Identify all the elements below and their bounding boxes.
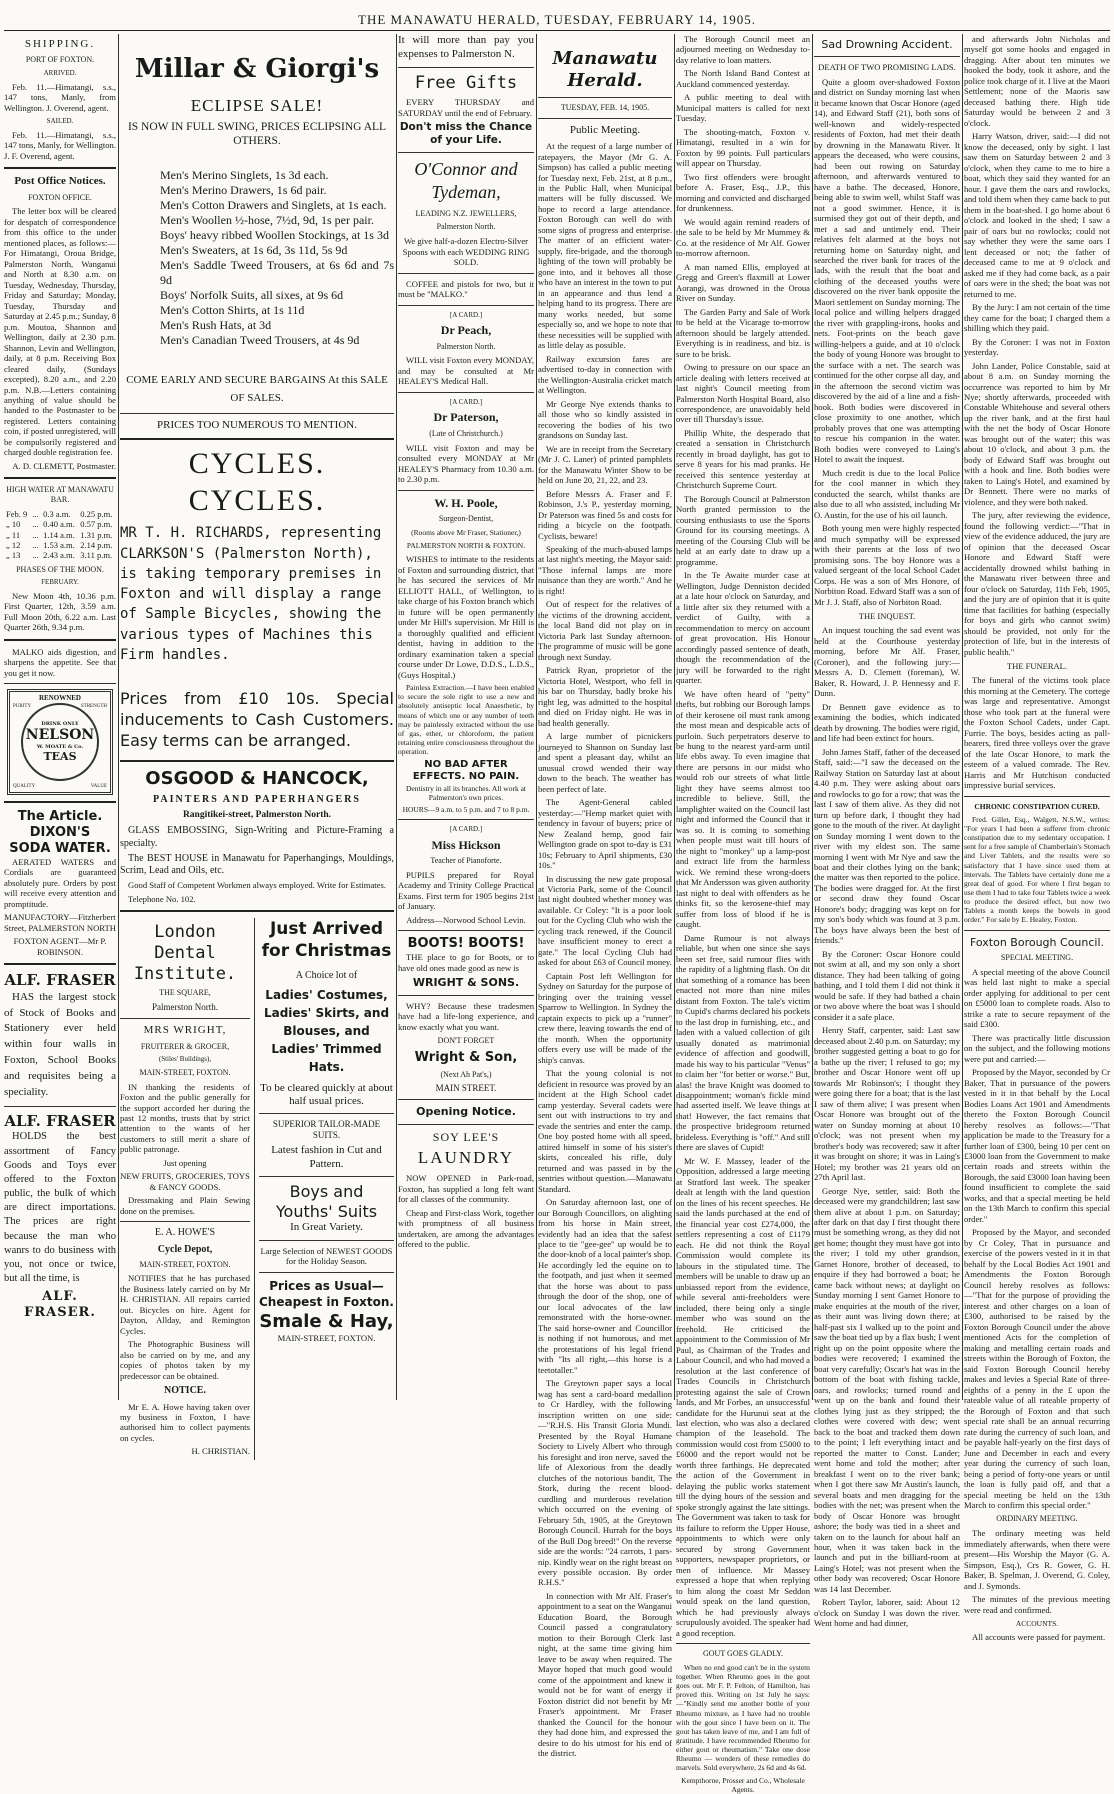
millar-heading: Millar & Giorgi's: [134, 54, 380, 84]
divider: [4, 477, 116, 479]
hickson-address: Address—Norwood School Levin.: [406, 914, 526, 925]
dentistry-text: Dentistry in all its branches. All work at Palmerston's own prices.: [406, 783, 526, 802]
wright-son: Wright & Son,: [414, 1049, 518, 1065]
article-paragraph: In discussing the new gate proposal at Victoria Park, some of the Council last night doubted whether money was available. Cr Coley: "It is a poor look out for the Cycling Club who wish the cycling track renewed, if the Council have insufficient money to erect a gate." The local Cycling Club had asked for about £63 of Council money.: [538, 873, 672, 968]
article-paragraph: Harry Watson, driver, said:—I did not know the deceased, only by sight. I last saw them on Saturday between 2 and 3 o'clock, when they came to me to hire a boat, which they said they wanted for an hour. I gave them the oars and rowlocks, and told them when they came back to put them in the boat-shed. I go home about 6 o'clock and looked in the shed; I saw a pair of oars but no rowlocks; could not say whether they were the same oars I lent deceased or not; the father of deceased came to me at 9 o'clock and asked me if they had come back, as a pair of oars were in the shed; the boat was not returned to me.: [964, 131, 1110, 299]
osgood-heading: OSGOOD & HANCOCK,: [145, 767, 369, 789]
news-paragraph: Mr W. F. Massey, leader of the Opposition, addressed a large meeting at Stratford last week. The speaker dealt at length with the land question on the lines of his recent speeches. He said the lands purchased at the end of the financial year cost £274,000, the settlers representing a cost of £1179 each. He did not think the Royal Commission would complete its labours in the stipulated time. The members will be unable to draw up an unbiassed report from the evidence, while several anti-freeholders were included, there being only a single member who was sound on the freehold. He criticised the appointment to the Commission of Mr Paul, as Chairman of the Trades and Labour Council, and who had moved a resolution at the last conference of Trades Councils in Christchurch protesting against the sale of Crown lands, and Mr Forbes, an unsuccessful candidate for the Hurunui seat at the last election, who was also a declared champion of the leasehold. The commission would cost from £5000 to £6000 and the report would not be worth three farthings. He deprecated the action of the Government in delaying the public works statement till the dying hours of the session and spoke strongly against the late sittings. The Government was taken to task for its failure to reform the Upper House, appointments to which were only secured by strong Government supporters, newspaper proprietors, or men of influence. Mr Massey expressed a hope that when replying to him along the coast Mr Seddon would speak on the land question, which he had previously always scrupulously avoided. The speaker had a good reception.: [676, 1155, 810, 1638]
article-paragraph: Before Messrs A. Fraser and F. Robinson, J.'s P., yesterday morning, Dr Paterson was fined 5s and costs for riding a bicycle on the footpath. Cyclists, beware!: [538, 488, 672, 541]
article-paragraph: At the request of a large number of ratepayers, the Mayor (Mr G. A. Simpson) has called a public meeting for Tuesday next, Feb. 21st, at 8 p.m., in the Public Hall, when Municipal matters will be fully discussed. We hope to record a large attendance. Foxton Borough can well do with some signs of progress and enterprise. The matter of an efficient water-supply, fire-brigade, and the thorough lighting of the town will probably be gone into, and it behoves all those who have an interest in the town to put in an appearance and thus lend a helping hand to its progress. There are many works needed, but some especially so, and we hope to note that these necessities will be supplied with as little delay as possible.: [538, 141, 672, 351]
poole-town: PALMERSTON NORTH & FOXTON.: [406, 541, 526, 551]
opening-heading: Opening Notice.: [416, 1105, 516, 1119]
swing-text: IS NOW IN FULL SWING, PRICES ECLIPSING ALL OTHERS.: [127, 121, 387, 148]
article-paragraph: Out of respect for the relatives of the victims of the drowning accident, the local Band did not play on in Victoria Park last Sunday afternoon. The programme of music will be gone through next Sunday.: [538, 599, 672, 662]
why-text: WHY? Because these tradesmen have had a life-long experience, and know exactly what you want.: [398, 1000, 534, 1032]
column-divider: [812, 34, 813, 1400]
article-paragraph: Both young men were highly respected and much sympathy will be expressed with their parents at the loss of two promising sons. The boy Honore was a valued sergeant of the local School Cadet Corps. He was a son of Mrs Honore, of Norbiton Road. Edward Staff was a son of Mr J. J. Staff, also of Norbiton Road.: [814, 523, 960, 607]
article-paragraph: Patrick Ryan, proprietor of the Victoria Hotel, Westport, who fell in his bar on Thursday, badly broke his right leg, was admitted to the hospital and died on Friday night. He was in bad health generally.: [538, 665, 672, 728]
free-gifts-text: EVERY THURSDAY and SATURDAY until the end of February.: [398, 97, 534, 118]
divider: [398, 490, 534, 491]
divider: [398, 305, 534, 306]
post-office-heading: FOXTON OFFICE.: [28, 192, 92, 202]
hickson-heading: Miss Hickson: [431, 837, 501, 852]
meeting-heading: Public Meeting.: [569, 123, 641, 136]
nelson-teas-stamp: RENOWNED PURITY STRENGTH DRINK ONLY NELSON W. MOATE & Co. TEAS QUALITY VALUE: [7, 689, 113, 795]
article-paragraph: John Lander, Police Constable, said at about 8 a.m. on Sunday morning the occurrence was reported to him by Mr Nye; shortly afterwards, proceeded with Constable Whitehouse and several others up the river bank, and at the first haul with the net the body of Oscar Honore was brought out of the water; this was about 10 o'clock, and about 3 p.m. the body of Edward Staff was brought out with a hook and line. Both bodies were taken to Laing's Hotel, and examined by Dr Bennett. There were no marks of violence, and they were both naked.: [964, 360, 1110, 507]
list-item: Men's Sweaters, at 1s 6d, 3s 11d, 5s 9d: [160, 243, 348, 258]
article-paragraph: John James Staff, father of the deceased Staff, said:—"I saw the deceased on the Railway Station on Saturday last at about 4.40 p.m. They were asking about oars and rowlocks to go for a row; that was the last I saw of them alive. As they did not turn up before dark, I thought they had gone to the mouth of the river. At daylight on Sunday morning I went down to the river with my eldest son. The same morning I went with Mr Nye and saw the boat and their clothes lying on the bank; the matter was then reported to the police. The bodies were dragged for. At the first or second draw they found Oscar Honore's body; dragging was kept on for my son's body which was found at 3 p.m. The boys have always been the best of friends.": [814, 746, 960, 946]
news-paragraph: Phillip White, the desperado that created a sensation in Christchurch recently in broad daylight, has got to serve 8 years for his mad pranks. He received this sentence yesterday at Christchurch Supreme Court.: [676, 427, 810, 491]
list-item: Men's Saddle Tweed Trousers, at 6s 6d and 7s 9d: [160, 258, 394, 288]
article-paragraph: Much credit is due to the local Police for the cool manner in which they conducted the search, whilst thanks are also due to all who assisted, including Mr O. Austin, for the use of his oil launch.: [814, 467, 960, 520]
article-paragraph: The minutes of the previous meeting were read and confirmed.: [964, 1594, 1110, 1615]
chronic-text: Fred. Gillet, Esq., Walgett, N.S.W., writes: "For years I had been a sufferer from chronic constipation due to my sedentary occupation. I sent for a free sample of Chamberlain's Stomach and Liver Tablets, and the results were so satisfactory that I have since used them at intervals. The Tablets have certainly done me a great deal of good. For where I first began to use them I had to take four Tablets twice a week to produce the desired effect, but now two Tablets a month keeps the bowels in good order." For sale by E. Healey, Foxton.: [964, 814, 1110, 925]
news-paragraph: A public meeting to deal with Municipal matters is called for next Tuesday.: [676, 92, 810, 124]
article-paragraph: Proposed by the Mayor, and seconded by Cr Coley, That in pursuance and exercise of the powers vested in it in that behalf by the Local Bodies Act 1901 and Amendments the Foxton Borough Council hereby resolves as follows:—"That for the purpose of providing the interest and other charges on a loan of £300, authorised to be raised by the Foxton Borough Council under the above mentioned Acts for the completion of making and metalling certain roads and streets within the Borough of Foxton, the said Foxton Borough Council hereby makes and levies a Special Rate of three-eighths of a penny in the £ upon the rateable value of all rateable property of the Borough of Foxton and that such special rate shall be an annual recurring rate during the currency of such loan, and be payable half-yearly on the first days of June and December in each and every year during the currency of such loan, being a period of forty-one years or until the loan is fully paid off, and that a special meeting be held on the 13th March to confirm this special order.": [964, 1227, 1110, 1510]
divider: [259, 1272, 394, 1273]
choice-text: A Choice lot of: [295, 970, 358, 982]
notice-heading: NOTICE.: [164, 1385, 206, 1397]
list-item: Boys' Norfolk Suits, all sixes, at 9s 6d: [160, 288, 344, 303]
oconnor-heading: O'Connor and Tydeman,: [414, 158, 518, 203]
dixon-agent: FOXTON AGENT—Mr P. ROBINSON.: [13, 936, 107, 957]
divider: [120, 1221, 250, 1222]
divider: [398, 273, 534, 274]
article-paragraph: Proposed by the Mayor, seconded by Cr Baker, That in pursuance of the powers vested in it in that behalf by the Local Bodies Loans Act 1901 and Amendments thereto the Foxton Borough Council hereby resolves as follows:—"That application be made to the Treasury for a further loan of £300, being 10 per cent on £3000 loan from the Government to make certain roads and streets within the Borough, the said £3000 loan having been found insufficient to complete the said works, and that a special meeting be held on the 13th March to confirm this special order.": [964, 1067, 1110, 1224]
divider: [964, 930, 1110, 931]
dixon-heading: DIXON'S: [29, 825, 91, 841]
prices-too: PRICES TOO NUMEROUS TO MENTION.: [157, 418, 357, 431]
richards-text: MR T. H. RICHARDS, representing CLARKSON'S (Palmerston North), is taking temporary premises in Foxton and will display a range of Sample Bicycles, showing the various types of Machines this Firm handles.: [120, 525, 382, 664]
special-heading: SPECIAL MEETING.: [1000, 953, 1074, 963]
osgood-address: Rangitikei-street, Palmerston North.: [182, 809, 332, 820]
list-item: Men's Merino Singlets, 1s 3d each.: [160, 168, 329, 183]
column-council: [964, 34, 1110, 1643]
death-heading: DEATH OF TWO PROMISING LADS.: [818, 62, 956, 73]
article-paragraph: Captain Post left Wellington for Sydney on Saturday for the purpose of bringing over the training vessel Sparrow to Wellington. In Sydney the captain expects to pick up a "runner" crew there, leaving towards the end of the month. When the opportunity offers every use will be made of the ship's canvas.: [538, 970, 672, 1065]
port-heading: PORT OF FOXTON.: [25, 55, 95, 65]
boots-text: THE place to go for Boots, or to have old ones made good as new is: [398, 952, 534, 973]
eclipse-heading: ECLIPSE SALE!: [190, 95, 324, 115]
fraser-text: HAS the largest stock of Stock of Books and Stationery ever held within four walls in Foxton, School Books and requisites being a speciality.: [4, 990, 116, 1099]
divider: [398, 152, 534, 153]
paterson-text: WILL visit Foxton and may be consulted every MONDAY at Mr HEALEY'S Pharmacy from 10.30 a.m. to 2.30 p.m.: [398, 442, 534, 485]
accounts-heading: ACCOUNTS.: [1015, 1619, 1059, 1629]
article-paragraph: The Greytown paper says a local wag has sent a card-board medallion to Cr Hardley, with the following inscription written on one side:—"R.H.S. His Transit Gloria Mundi. Presented by the Royal Humane Society to Lively Albert who through his foresight and iron nerve, saved the life of Alexorious from the deadly clutches of the notorious bandit, The Stork, during the recent blood-curdling and murderous revelation which occurred on the evening of February 5th, 1905, at the Greytown Borough Council. Hurrah for the boys of the Bull Dog breed!" On the reverse side are the words: "24 carrots, 1 pars-nip. Kindly wear on the right breast on every possible occasion. By order R.H.S.": [538, 1378, 672, 1588]
peach-heading: Dr Peach,: [440, 323, 492, 338]
divider: [4, 801, 116, 803]
osgood-staff: Good Staff of Competent Workmen always employed. Write for Estimates.: [128, 880, 386, 891]
soy-text: Cheap and First-class Work, together with promptness of all business undertaken, are among the advantages offered to the public.: [398, 1207, 534, 1250]
card-label: [A CARD.]: [449, 310, 483, 319]
howe-street: MAIN-STREET, FOXTON.: [139, 1259, 231, 1269]
right-ads: [259, 918, 394, 1460]
news-paragraph: Dame Rumour is not always reliable, but when one since she says been set free, said rumour flies with the rapidity of a lightning flash. On dit that something of a romance has been enacted not more than nine miles distant from Foxton. The tale's victim to Cupid's charms declared his pockets to the last drop in furnishing, etc., and laden with a valued collection of gilt usually donated as matrimonial evidence of affection and goodwill, made his way to his particular "Venus" to claim her "for better or worse." But, alas! the brave Knight was doomed to disappointment; woman's fickle mind had asserted itself. We leave things at that! However, the fact remains that the prospective bridegroom returned brideless. Everything is "off." And still there are slaves of Cupid!: [676, 932, 810, 1153]
paper-date: TUESDAY, FEB. 14, 1905.: [560, 102, 650, 112]
article-paragraph: The Agent-General cabled yesterday:—"Hemp market quiet with tendency in favour of buyers; price of New Zealand hemp, good fair Wellington grade on spot to-day is £31 10s; February to April shipments, £30 10s.": [538, 797, 672, 871]
table-row: „ 12 ... 1.53 a.m. 2.14 p.m.: [6, 539, 113, 550]
cleared-text: To be cleared quickly at about half usual prices.: [260, 1081, 393, 1107]
prices-usual: Prices as Usual— Cheapest in Foxton.: [259, 1278, 394, 1310]
article-paragraph: An inquest touching the sad event was held at the Courthouse yesterday morning, before Mr Alf. Fraser, (Coroner), and the following jury:—Messrs A. D. Clemett (foreman), W. Baker, R. Howard, J. P. Hennessy and F. Dunn.: [814, 625, 960, 699]
moon-text: New Moon 4th, 10.36 p.m. First Quarter, 12th, 3.59 a.m. Full Moon 20th, 6.22 a.m. Last Quarter 26th, 9.34 p.m.: [4, 590, 116, 633]
fraser-heading: ALF. FRASER: [4, 971, 116, 990]
ordinary-heading: ORDINARY MEETING.: [996, 1514, 1078, 1524]
tide-table: [4, 509, 116, 561]
news-paragraph: We would again remind readers of the sale to be held by Mr Mummey & Co. at the residence of Mr Alf. Gower to-morrow afternoon.: [676, 216, 810, 259]
table-row: „ 10 ... 0.40 a.m. 0.57 p.m.: [6, 519, 113, 530]
post-text: The letter box will be cleared for despatch of correspondence from this office to the under mentioned places, as follows:— For Himatangi, Oroua Bridge, Palmerston North, Wanganui and North at 8.30 a.m. on Tuesday, Wednesday, Thursday, Friday and Saturday; Monday, Tuesday, Thursday and Saturday at 2.45 p.m.; Sunday, 8 p.m. Moutoa, Shannon and Wellington, daily at 2.30 p.m. Shannon, Levin and Wellington, daily, at 8 p.m. Receiving Box cleared daily, (Sundays excepted), 8.20 a.m., and 2.20 p.m. N.B.—Letters containing anything of value should be handed to the Postmaster to be registered. Letters containing coin, if posted unregistered, will be compulsorily registered and charged double registration fee.: [4, 206, 116, 458]
peach-text: WILL visit Foxton every MONDAY, and may be consulted at Mr HEALEY'S Medical Hall.: [398, 355, 534, 387]
article-paragraph: Speaking of the much-abused lamps at last night's meeting, the Mayor said: "Those infernal lamps are more nuisance than they are worth." And he is right!: [538, 543, 672, 596]
divider: [4, 683, 116, 684]
wright-trade: FRUITERER & GROCER,: [140, 1041, 230, 1051]
sad-heading: Sad Drowning Accident.: [821, 38, 953, 51]
dixon-text: AERATED WATERS and Cordials are guaranteed absolutely pure. Orders by post will receive every attention and promptitude.: [4, 856, 116, 909]
no-bad: NO BAD AFTER EFFECTS. NO PAIN.: [412, 759, 520, 783]
poole-text: WISHES to intimate to the residents of Foxton and surrounding district, that he has secured the services of Mr ELLIOTT HALL, of Wellington, to take charge of his Foxton branch which in future will be open permanently under Mr Hill's supervision. Mr Hill is a thoroughly qualified and efficient dentist, having in addition to the ordinary examination taken a special course under Dr Lowe, D.D.S., L.D.S., (Guys Hospital.): [398, 554, 534, 680]
column-divider: [536, 34, 537, 1400]
divider: [398, 1099, 534, 1100]
wright-text: IN thanking the residents of Foxton and the public generally for the support accorded her during the past 12 months, trusts that by strict attention to the wants of her customers to still merit a share of public patronage.: [120, 1081, 250, 1155]
hickson-title: Teacher of Pianoforte.: [430, 856, 502, 866]
divider: [398, 67, 534, 68]
fraser-heading: ALF. FRASER.: [24, 1289, 96, 1321]
boys-heading: Boys and Youths' Suits: [275, 1182, 378, 1221]
peach-town: Palmerston North.: [436, 341, 496, 351]
left-ads: [120, 918, 250, 1460]
divider: [964, 796, 1110, 797]
article-paragraph: By the Jury: I am not certain of the time they came for the boat; I charged them a shilling which they paid.: [964, 302, 1110, 334]
article-paragraph: A special meeting of the above Council was held last night to make a special order applying for additional to per cent on £5000 loan to complete roads. Also to strike a rate to secure repayment of the said £300.: [964, 966, 1110, 1030]
masthead: THE MANAWATU HERALD, TUESDAY, FEBRUARY 14, 1905.: [358, 12, 756, 27]
gout-text: When no end good can't be in the system together. When Rheumo goes in the gout goes out. Mr F. P. Felton, of Hamilton, has proved this. Writing on 1st July he says:—"Kindly send me another bottle of your Rheumo mixture, as I have had no trouble with the gout since I have been on it. The gout has taken leave of me, and I am full of gratitude. I have recommended Rheumo for either gout or rheumatism." Take one dose Rheumo — wonders of these remedies do marvels. Sold everywhere, 2s 6d and 4s 6d.: [676, 1662, 810, 1773]
list-item: Men's Rush Hats, at 3d: [160, 318, 272, 333]
divider: [4, 167, 116, 169]
arrived-text: Feb. 11.—Himatangi, s.s., 147 tons, Manly, from Wellington. J. Overend, agent.: [4, 81, 116, 113]
spoons-text: We give half-a-dozen Electro-Silver Spoons with each WEDDING RING SOLD.: [402, 236, 530, 268]
divider: [538, 118, 672, 119]
table-row: Feb. 9 ... 0.3 a.m. 0.25 p.m.: [6, 508, 113, 519]
column-divider: [962, 34, 963, 1400]
painless-text: Painless Extraction.—I have been enabled to secure the sole right to use a new and absolutely antiseptic local Anaesthetic, by means of which one or any number of teeth may be painlessly extracted without the use of gas, ether, or chloroform, the patient retaining entire consciousness throughout the operation.: [398, 683, 534, 757]
list-item: Men's Cotton Shirts, at 1s 11d: [160, 303, 305, 318]
smale-street: MAIN-STREET, FOXTON.: [277, 1333, 376, 1344]
news-paragraph: A man named Ellis, employed at Gregg and Green's flaxmill at Lower Aorangi, was drowned in the Oroua River on Sunday.: [676, 261, 810, 304]
painters-heading: PAINTERS AND PAPERHANGERS: [153, 793, 361, 805]
hours-text: HOURS—9 a.m. to 5 p.m. and 7 to 8 p.m.: [402, 804, 530, 814]
sale-list: [120, 168, 394, 348]
article-paragraph: Railway excursion fares are advertised to-day in connection with the Wellington-Australia cricket match at Wellington.: [538, 353, 672, 396]
wright-new: NEW FRUITS, GROCERIES, TOYS & FANCY GOODS.: [120, 1171, 250, 1192]
list-item: Men's Canadian Tweed Trousers, at 4s 9d: [160, 333, 360, 348]
tide-heading: HIGH WATER AT MANAWATU BAR.: [6, 485, 114, 505]
divider: [259, 1113, 394, 1114]
divider: [254, 918, 255, 1460]
wright-dress: Dressmaking and Plain Sewing done on the premises.: [120, 1195, 250, 1216]
article-paragraph: The jury, after reviewing the evidence, found the following verdict:—"That in view of the evidence adduced, the jury are of opinion that the deceased Oscar Honore and Edward Staff were accidentally drowned whilst bathing in the Manawatu river between three and four o'clock on Saturday, 11th Feb, 1905, and the jury are of opinion that it is quite time that facilities for bathing (especially for boys and girls who cannot swim) should be provided, not only for the protection of life, but in the interests of public health.": [964, 510, 1110, 657]
article-paragraph: There was practically little discussion on the subject, and the following motions were put and carried:—: [964, 1032, 1110, 1064]
news-paragraph: Owing to pressure on our space an article dealing with letters received at last night's Council meeting from Palmerston North Hospital Board, also correspondence, are unavoidably held over till Thursday's issue.: [676, 362, 810, 425]
column-local-news: [676, 34, 810, 1794]
list-item: Boys' heavy ribbed Woollen Stockings, at 1s 3d: [160, 228, 389, 243]
coffee-text: COFFEE and pistols for two, but it must be "MALKO.": [398, 278, 534, 300]
inquest-heading: THE INQUEST.: [858, 610, 916, 621]
article-paragraph: The ordinary meeting was held immediately afterwards, when there were present—His Worship the Mayor (G. A. Simpson, Esq.), Crs R. Gower, G. H. Baker, B. Spelman, J. Overend, G. Coley, and J. Symonds.: [964, 1528, 1110, 1591]
dental-town: Palmerston North.: [152, 1002, 218, 1013]
wright-building: (Stiles' Buildings),: [158, 1055, 212, 1064]
divider: [398, 1124, 534, 1125]
divider: [398, 392, 534, 393]
article-paragraph: By the Coroner: I was not in Foxton yesterday.: [964, 336, 1110, 358]
article-paragraph: Dr Bennett gave evidence as to examining the bodies, which indicated death by drowning. The bodies were rigid, and life had been extinct for hours.: [814, 701, 960, 744]
paterson-late: (Late of Christchurch.): [429, 429, 503, 439]
large-selection: Large Selection of NEWEST GOODS for the Holiday Season.: [260, 1245, 393, 1267]
gout-heading: GOUT GOES GLADLY.: [702, 1649, 783, 1659]
post-heading: Post Office Notices.: [14, 175, 106, 188]
poole-heading: W. H. Poole,: [434, 495, 498, 510]
card-label: [A CARD.]: [449, 825, 483, 834]
cycles-heading: CYCLES. CYCLES.: [188, 447, 326, 517]
article-heading: The Article.: [17, 809, 103, 825]
news-paragraph: In the Te Awaite murder case at Wellington, Judge Denniston decided at a late hour o'clock on Saturday, and a little after six they returned with a verdict of Guilty, with a recommendation to mercy on account of great provocation. His Honour accordingly passed sentence of death, though the recommendation of the jury will be forwarded to the right quarter.: [676, 570, 810, 686]
notice-signature: H. CHRISTIAN.: [191, 1446, 250, 1457]
paper-title: Manawatu Herald.: [552, 48, 658, 91]
column-divider: [396, 34, 397, 1400]
article-paragraph: By the Coroner: Oscar Honore could not swim at all, and my son only a short distance. They had been talking of going bathing, and I told them I did not think it would be safe. If they had bathed a chain or two above where the boat was I should consider it a safe place.: [814, 948, 960, 1022]
article-paragraph: That the young colonial is not deficient in resource was proved by an incident at the High School cadet camp yesterday. Several cadets were sent out with instructions to try and evade the sentries and enter the camp. One boy posted home with all speed, attired himself in some of his sister's skirts, concealed his rifle, duly returned and was passed in by the sentries without question.—Manawatu Standard.: [538, 1068, 672, 1194]
gout-agent: Kempthorne, Prosser and Co., Wholesale Agents.: [681, 1775, 805, 1794]
divider: [676, 1643, 810, 1644]
divider: [538, 97, 672, 98]
top-rule: [4, 30, 1110, 31]
dixon-factory: MANUFACTORY—Fitzherbert Street, PALMERSTON NORTH: [4, 912, 116, 933]
poole-title: Surgeon-Dentist,: [438, 514, 494, 524]
wright-sons: WRIGHT & SONS.: [412, 976, 520, 990]
divider: [398, 819, 534, 820]
article-paragraph: Henry Staff, carpenter, said: Last saw deceased about 2.40 p.m. on Saturday; my brother suggested getting a boat to go for a bathe up the river; I refused to go; my brother and Oscar Honore went off up towards Mr Robinson's; I thought they were going there for a boat; that is the last I saw of them alive; I was present when Oscar Honore was brought out of the water on Sunday morning at about 10 o'clock; was not present when my brother's body was recovered; saw it after it was brought on shore; it was in Laing's Hotel; my brother was 21 years old on 27th April last.: [814, 1025, 960, 1183]
article-paragraph: All accounts were passed for payment.: [972, 1632, 1106, 1643]
column-editorial: [538, 34, 672, 1759]
jewellers: LEADING N.Z. JEWELLERS,: [415, 208, 517, 218]
wright-street: MAIN-STREET, FOXTON.: [139, 1067, 231, 1077]
pay-text: It will more than pay you expenses to Palmerston N.: [398, 34, 534, 60]
next-text: (Next Ah Pat's,): [440, 1069, 492, 1079]
howe-heading: E. A. HOWE'S: [154, 1227, 216, 1239]
news-paragraph: The shooting-match, Foxton v. Himatangi, resulted in a win for Foxton by 99 points. Full particulars will appear on Thursday.: [676, 126, 810, 169]
table-row: „ 11 ... 1.14 a.m. 1.31 p.m.: [6, 529, 113, 540]
post-signature: A. D. CLEMETT, Postmaster.: [12, 460, 116, 471]
divider: [398, 995, 534, 996]
news-paragraph: Two first offenders were brought before A. Fraser, Esq., J.P., this morning and convicted and discharged for drunkenness.: [676, 171, 810, 214]
cycle-depot: Cycle Depot,: [157, 1243, 213, 1255]
column-drowning: [814, 34, 960, 1629]
arrived-heading: ARRIVED.: [43, 69, 77, 78]
dont-forget: DON'T FORGET: [437, 1036, 495, 1046]
osgood-text: The BEST HOUSE in Manawatu for Paperhangings, Mouldings, Scrim, Lead and Oils, etc.: [120, 852, 394, 877]
article-paragraph: George Nye, settler, said: Both the deceased were my grandchildren; last saw them alive at about 1 p.m. on Saturday; after dark on that day I first thought there must be something wrong, as they did not get home; thought they must have got into the river; I told my other grandson, Garnet Honore, brother of deceased, to enquire if they had borrowed a boat; he came back without news; at daylight on Sunday morning I sent Garnet Honore to make enquiries at the mouth of the river, as their aunt was living down there; at half-past six I walked up to the point and saw the boat tied up by a flax bush; I went right up on the point opposite where the bodies were recovered; I examined the boat very carefully; Oscar's hat was in the bottom of the boat with fishing tackle, oars, and rowlocks; turned round and went up on the bank and found their clothes lying just as they stripped; the clothes were covered with dew; went back to the boat and tracked them down to the point; I left everything intact and reported the matter to Const. Lander; went home and told the mother; after breakfast I went on to the river bank; when I got there saw Mr Austin's launch, several boats and men dragging for the bodies with the net; was present when the body of Oscar Honore was brought ashore; the body was tied in a sheet and taken on to the launch for about half an hour, when it was taken back in the launch and put in the billiard-room at Laing's Hotel; was not present when the other body was recovered; Oscar Honore was 14 last December.: [814, 1185, 960, 1594]
shipping-heading: SHIPPING.: [24, 38, 96, 50]
moon-month: FEBRUARY.: [41, 578, 79, 587]
tailor-text: SUPERIOR TAILOR-MADE SUITS.: [272, 1119, 381, 1141]
chronic-heading: CHRONIC CONSTIPATION CURED.: [974, 801, 1100, 811]
divider: [4, 1106, 116, 1107]
free-gifts-heading: Free Gifts: [414, 72, 518, 93]
article-paragraph: We are in receipt from the Secretary (Mr J. C. Laner) of printed pamphlets for the Manawatu Winter Show to be held on June 20, 21, 22, and 23.: [538, 443, 672, 486]
soy-heading: SOY LEE'S: [432, 1129, 500, 1144]
wright-open: Just opening: [163, 1157, 207, 1168]
column-shipping: [4, 34, 116, 1400]
divider: [120, 760, 394, 762]
variety-text: In Great Variety.: [290, 1221, 363, 1234]
table-row: „ 13 ... 2.43 a.m. 3.11 p.m.: [6, 550, 113, 561]
laundry-heading: LAUNDRY: [417, 1148, 515, 1168]
divider: [120, 910, 394, 912]
notice-text: Mr E. A. Howe having taken over my business in Foxton, I have authorised him to collect payments on cycles.: [120, 1401, 250, 1443]
news-paragraph: The Borough Council meet an adjourned meeting on Wednesday to-day relative to loan matters.: [676, 34, 810, 65]
article-paragraph: Quite a gloom over-shadowed Foxton and district on Sunday morning last when it became known that Oscar Honore (aged 14), and Edward Staff (21), both sons of well-known and widely-respected residents of Foxton, had met their death by drowning in the Manawatu River. It appears the deceased, who were cousins, had been out rowing on Saturday afternoon, and afterwards ventured to have a bathe. The deceased, Honore, being able to swim well, whilst Staff was not a good swimmer. Hence, it is surmised they got out of their depth, and met a sad and untimely end. Their relatives felt alarmed at the boys not returning home on Saturday night, and searched the river bank for traces of the lads, with the result that the boat and clothing of the deceased youths were discovered on the river bank opposite the Maori settlement on Sunday morning. The local police and willing helpers dragged the river with grappling-irons, hooks and nets. Foot-prints on the beach gave willing-helpers a guide, and at 10 o'clock the body of young Honore was brought to the surface with a net. The search was continued for the other corpse all day, and in the afternoon the second victim was discovered by the aid of a line and a fish-hook. Both bodies were discovered in close proximity to one another, which probably proves that one was attempting to rescue his companion in the water. Both bodies were conveyed to Laing's Hotel to await the inquest.: [814, 76, 960, 465]
article-paragraph: and afterwards John Nicholas and myself got some hooks and engaged in dragging. After about ten minutes we hooked the body, took it ashore, and the police took charge of it. I live at the Maori Settlement; none of the Maoris saw deceased bathing there. High tide Saturday would be between 2 and 3 o'clock.: [964, 34, 1110, 128]
paterson-heading: Dr Paterson,: [433, 410, 499, 425]
main-street: MAIN STREET.: [435, 1083, 497, 1094]
article-paragraph: Mr George Nye extends thanks to all those who so kindly assisted in recovering the bodies of his two grandsons on Sunday last.: [538, 398, 672, 441]
smale-heading: Smale & Hay,: [259, 1311, 394, 1333]
prices-from: Prices from £10 10s. Special inducements to Cash Customers. Easy terms can be arranged.: [120, 689, 394, 750]
article-paragraph: In connection with Mr Alf. Fraser's appointment to a seat on the Wanganui Education Board, the Borough Council passed a congratulatory motion to their Borough Clerk last night, at the same time giving him leave to be away when required. The Mayor hoped that much good would come of the appointment and knew it would not be for want of energy if Foxton district did not benefit by Mr Fraser's appointment. Mr Fraser thanked the Council for the honour they had done him, and expressed the desire to do his utmost for his end of the district.: [538, 1590, 672, 1759]
article-paragraph: The funeral of the victims took place this morning at the Cemetery. The cortege was large and representative. Amongst those who took part at the funeral were the Foxton School Cadets, under Capt. Furrie. The boys, besides acting as pall-bearers, fired three volleys over the grave of the late Oscar Honore, to mark the esteem of a valued comrade. The Rev. Harris and Mr Hutchison conducted impressive burial services.: [964, 675, 1110, 791]
dental-heading: London Dental Institute.: [133, 922, 237, 984]
divider: [814, 56, 960, 57]
council-heading: Foxton Borough Council.: [969, 935, 1105, 949]
howe-text: NOTIFIES that he has purchased the Business lately carried on by Mr H. CHRISTIAN. All repairs carried out. Bicycles on hire. Agent for Dayton, Allday, and Remington Cycles.: [120, 1273, 250, 1336]
list-item: Men's Cotton Drawers and Singlets, at 1s each.: [160, 198, 387, 213]
divider: [4, 639, 116, 641]
latest-text: Latest fashion in Cut and Pattern.: [271, 1144, 382, 1170]
funeral-heading: THE FUNERAL.: [1007, 661, 1067, 672]
divider: [259, 1176, 394, 1177]
divider: [120, 1018, 250, 1019]
divider: [120, 438, 394, 440]
arrived-heading: Just Arrived for Christmas: [261, 919, 392, 962]
wright-heading: MRS WRIGHT,: [143, 1024, 227, 1037]
column-divider: [674, 34, 675, 1400]
card-label: [A CARD.]: [449, 397, 483, 406]
telephone: Telephone No. 102.: [128, 893, 196, 904]
hickson-text: PUPILS prepared for Royal Academy and Trinity College Practical Exams. First term for 1905 begins 21st of January.: [398, 870, 534, 912]
column-cards: [398, 34, 534, 1400]
moon-heading: PHASES OF THE MOON.: [16, 564, 104, 574]
fraser-text: HOLDS the best assortment of Fancy Goods and Toys ever offered to the Foxton public, the bulk of which are direct importations. The prices are right because the man who wanrs to do business with you, not once or twice, but all the time, is: [4, 1131, 116, 1285]
news-paragraph: The Garden Party and Sale of Work to be held at the Vicarage to-morrow afternoon should be largely attended. Everything is in readiness, and biz. is sure to be brisk.: [676, 306, 810, 359]
list-item: Men's Woollen ½-hose, 7½d, 9d, 1s per pair.: [160, 213, 374, 228]
come-early: COME EARLY AND SECURE BARGAINS At this SALE OF SALES.: [126, 374, 388, 405]
article-paragraph: Robert Taylor, laborer, said: About 12 o'clock on Sunday I was down the river. Went home and had dinner,: [814, 1597, 960, 1629]
fraser-heading: ALF. FRASER: [4, 1112, 116, 1131]
divider: [259, 1240, 394, 1241]
divider: [398, 930, 534, 931]
article-paragraph: On Saturday afternoon last, one of our Borough Councillors, on alighting from his horse in Main street, evidently had an idea that the safest place to tie "gee-gee" up would be to the door-knob of a local painter's shop. He accordingly led the equine on to the footpath, and just when it seemed that the horse was about to pass through the door of the shop, one of our local advocates of the law remonstrated with the horse-owner. The said horse-owner and Councillor is nothing if not humorous, and met the protestations of his legal friend with "Its all right,—this horse is a teetotaller.": [538, 1197, 672, 1375]
list-item: Men's Merino Drawers, 1s 6d pair.: [160, 183, 327, 198]
ladies-text: Ladies' Costumes, Ladies' Skirts, and Blouses, and Ladies' Trimmed Hats.: [263, 987, 390, 1074]
jewellers-town: Palmerston North.: [436, 222, 496, 232]
article-paragraph: A large number of picnickers journeyed to Shannon on Sunday last and spent a pleasant day, whilst an unusual crowd wended their way down to the beach. The weather has been perfect of late.: [538, 731, 672, 794]
news-paragraph: We have often heard of "petty" thefts, but robbing our Borough lamps of their kerosene oil must rank among the most mean and despicable acts of purloin. Such perpetrators deserve to be hung to the nearest yard-arm until life ebbs away. To even imagine that there are persons in our midst who would rob our streets of what little light they have seems almost too incredible to believe. Still, the lamplighter waited on the Council last night and informed the Council that it was so. It is coming to something when people must wait till hours of the night to "monkey" up a lamp-post and extract life from the harmless wick. We remind these wrong-doers that Mr Andersson was given authority last night to deal with offenders as he thinks fit, so the kerosene-thief may suffer from loss of blood if he is caught.: [676, 688, 810, 930]
sailed-heading: SAILED.: [46, 117, 74, 126]
dental-square: THE SQUARE,: [159, 988, 211, 998]
howe-photo: The Photographic Business will also be carried on by me, and any copies of photos taken by my predecessor can be obtained.: [120, 1339, 250, 1381]
poole-rooms: (Rooms above Mr Fraser, Stationer,): [411, 528, 521, 538]
soda-heading: SODA WATER.: [9, 841, 111, 857]
divider: [120, 413, 394, 414]
news-paragraph: The North Island Band Contest at Auckland commenced yesterday.: [676, 68, 810, 89]
sailed-text: Feb. 11.—Himatangi, s.s., 147 tons, Manly, for Wellington. J. F. Overend, agent.: [4, 129, 116, 161]
osgood-text: GLASS EMBOSSING, Sign-Writing and Picture-Framing a specialty.: [120, 825, 394, 849]
malko-ad: MALKO aids digestion, and sharpens the appetite. See that you get it now.: [4, 646, 116, 678]
dont-miss: Don't miss the Chance of your Life.: [399, 121, 533, 146]
soy-text: NOW OPENED in Park-road, Foxton, has supplied a long felt want for all classes of the community.: [398, 1173, 534, 1205]
column-divider: [118, 34, 119, 1400]
divider: [4, 963, 116, 965]
news-paragraph: The Borough Council at Palmerston North granted permission to the coursing enthusiasts to use the Sports Ground for its coursing meetings. A meeting of the Coursing Club will be held at an early date to draw up a programme.: [676, 493, 810, 567]
boots-heading: BOOTS! BOOTS!: [407, 936, 525, 952]
column-advertisements: [120, 34, 394, 1457]
